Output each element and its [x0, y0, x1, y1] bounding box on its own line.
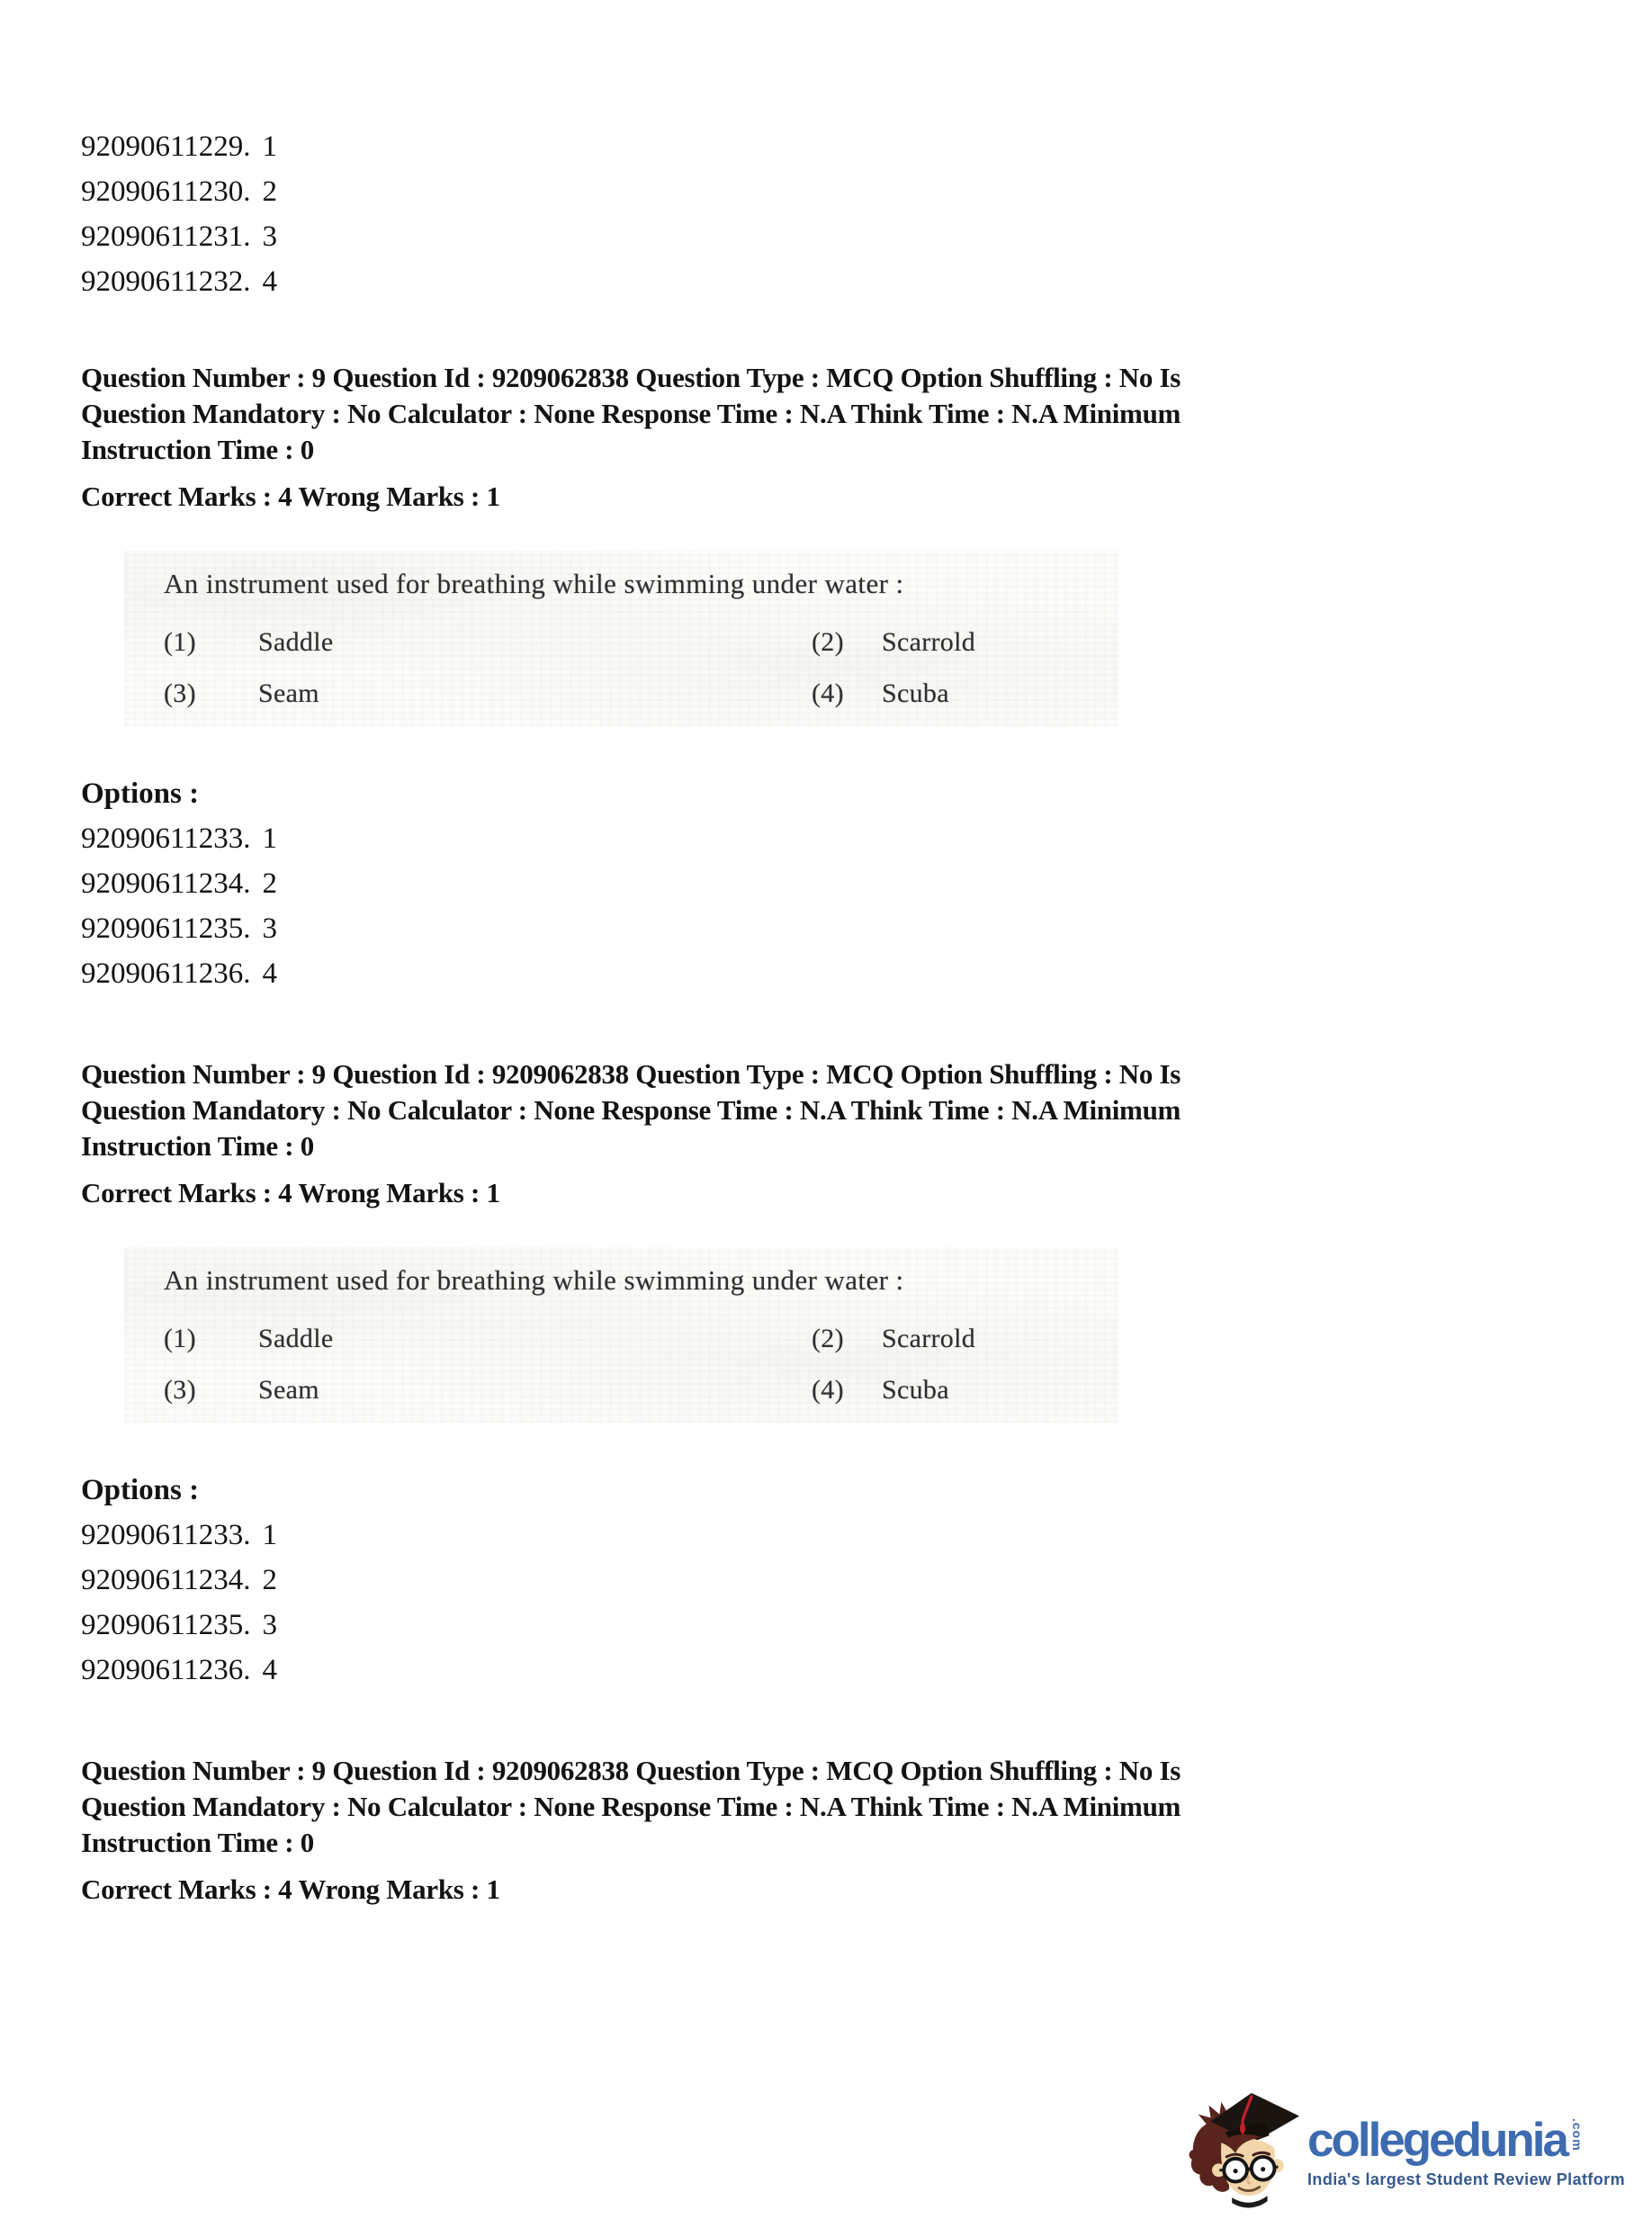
choice-number: (2) [812, 627, 844, 657]
marks-line: Correct Marks : 4 Wrong Marks : 1 [81, 1177, 500, 1208]
question-prompt: An instrument used for breathing while swimming under water : [164, 568, 904, 599]
option-answer: 3 [262, 912, 278, 945]
question-choices [164, 624, 1093, 712]
option-answer: 2 [262, 175, 278, 208]
choice-label: Seam [258, 1375, 319, 1405]
option-id-line [81, 1603, 1652, 1648]
option-id-line [81, 214, 1652, 259]
option-id: 92090611230. [81, 175, 251, 208]
options-heading: Options : [81, 777, 200, 810]
option-answer: 4 [262, 957, 278, 990]
option-id-line [81, 906, 1652, 951]
option-id: 92090611236. [81, 1654, 251, 1686]
meta-line: Instruction Time : 0 [81, 434, 314, 465]
option-answer: 1 [262, 1519, 278, 1551]
collegedunia-mascot-icon [1181, 2086, 1305, 2219]
collegedunia-logo-text [1307, 2113, 1625, 2189]
collegedunia-tld: .com [1569, 2117, 1585, 2152]
option-id-line [81, 1648, 1652, 1693]
previous-question-options-list [81, 124, 1652, 304]
option-id: 92090611235. [81, 912, 251, 945]
choice-label: Scuba [882, 1375, 949, 1405]
question-meta-block-3 [81, 1753, 1652, 1908]
option-id: 92090611234. [81, 867, 251, 900]
options-block-1 [81, 771, 1652, 996]
choice-number: (4) [812, 1375, 844, 1405]
option-answer: 2 [262, 1564, 278, 1596]
option-id-line [81, 169, 1652, 214]
choice-number: (3) [164, 1375, 196, 1405]
option-id-line [81, 259, 1652, 304]
option-answer: 1 [262, 822, 278, 855]
meta-line: Question Mandatory : No Calculator : None Response Time : N.A Think Time : N.A Minimum [81, 1791, 1181, 1822]
option-id: 92090611231. [81, 220, 251, 253]
choice-label: Scarrold [882, 627, 976, 657]
question-prompt: An instrument used for breathing while swimming under water : [164, 1264, 904, 1296]
choice-label: Seam [258, 678, 319, 708]
collegedunia-wordmark: collegedunia [1307, 2113, 1567, 2167]
choice-label: Scarrold [882, 1324, 976, 1353]
option-id-line [81, 816, 1652, 861]
option-answer: 4 [262, 265, 278, 298]
collegedunia-tagline: India's largest Student Review Platform [1307, 2170, 1625, 2188]
choice-number: (3) [164, 678, 196, 708]
meta-line: Question Mandatory : No Calculator : None Response Time : N.A Think Time : N.A Minimum [81, 1094, 1181, 1126]
question-choices [164, 1321, 1093, 1408]
meta-line: Question Number : 9 Question Id : 9209062838 Question Type : MCQ Option Shuffling : No Is [81, 362, 1181, 393]
choice-label: Scuba [882, 678, 949, 708]
meta-line: Instruction Time : 0 [81, 1130, 314, 1162]
option-id-line [81, 1513, 1652, 1558]
option-answer: 3 [262, 220, 278, 253]
marks-line: Correct Marks : 4 Wrong Marks : 1 [81, 1873, 500, 1905]
option-answer: 2 [262, 867, 278, 900]
option-id: 92090611233. [81, 1519, 251, 1551]
question-meta-block-1 [81, 360, 1652, 515]
choice-number: (2) [812, 1324, 844, 1353]
meta-line: Instruction Time : 0 [81, 1827, 314, 1858]
option-id: 92090611233. [81, 822, 251, 855]
option-id: 92090611232. [81, 265, 251, 298]
question-scan-image-2 [124, 1247, 1118, 1423]
options-block-2 [81, 1468, 1652, 1693]
option-id-line [81, 1558, 1652, 1603]
option-answer: 1 [262, 130, 278, 163]
choice-number: (1) [164, 1324, 196, 1353]
choice-number: (1) [164, 627, 196, 657]
collegedunia-logo [1181, 2086, 1625, 2219]
option-id-line [81, 861, 1652, 906]
options-heading: Options : [81, 1474, 200, 1506]
meta-line: Question Number : 9 Question Id : 9209062838 Question Type : MCQ Option Shuffling : No Is [81, 1755, 1181, 1786]
option-answer: 3 [262, 1609, 278, 1641]
choice-label: Saddle [258, 627, 334, 657]
choice-label: Saddle [258, 1324, 334, 1353]
option-id-line [81, 124, 1652, 169]
option-id-line [81, 951, 1652, 996]
meta-line: Question Mandatory : No Calculator : None Response Time : N.A Think Time : N.A Minimum [81, 398, 1181, 429]
question-scan-image-1 [124, 551, 1118, 726]
option-id: 92090611236. [81, 957, 251, 990]
option-id: 92090611235. [81, 1609, 251, 1641]
option-id: 92090611234. [81, 1564, 251, 1596]
option-answer: 4 [262, 1654, 278, 1686]
marks-line: Correct Marks : 4 Wrong Marks : 1 [81, 481, 500, 512]
meta-line: Question Number : 9 Question Id : 9209062838 Question Type : MCQ Option Shuffling : No Is [81, 1058, 1181, 1090]
option-id: 92090611229. [81, 130, 251, 163]
choice-number: (4) [812, 678, 844, 708]
question-meta-block-2 [81, 1056, 1652, 1211]
